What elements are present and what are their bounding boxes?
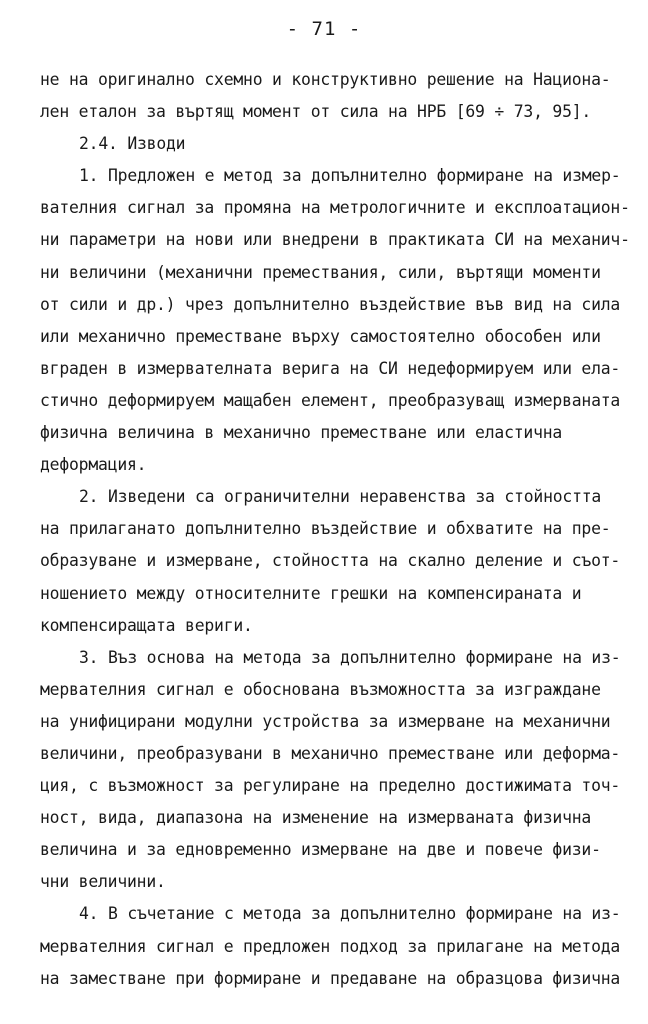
page-number: - 71 - — [286, 18, 362, 40]
text-line: мервателния сигнал е предложен подход за прилагане на метода — [40, 936, 621, 956]
text-line: на унифицирани модулни устройства за измерване на механични — [40, 711, 611, 731]
text-line: величини, преобразувани в механично преместване или деформа- — [40, 743, 621, 763]
text-line: стично деформируем мащабен елемент, преобразуващ измерваната — [40, 390, 621, 410]
text-line: ност, вида, диапазона на изменение на измерваната физична — [40, 808, 592, 828]
text-line: мервателния сигнал е обоснована възможността за изграждане — [40, 679, 601, 699]
text-line: 2.4. Изводи — [79, 134, 186, 154]
text-line: от сили и др.) чрез допълнително въздействие във вид на сила — [40, 294, 621, 314]
text-line: ция, с възможност за регулиране на пределно достижимата точ- — [40, 776, 621, 796]
text-line: на прилаганато допълнително въздействие и обхватите на пре- — [40, 519, 611, 539]
text-line: 1. Предложен е метод за допълнително формиране на измер- — [79, 166, 621, 186]
text-line: вателния сигнал за промяна на метрологичните и експлоатацион- — [40, 198, 630, 218]
text-line: ношението между относителните грешки на компенсираната и — [40, 583, 582, 603]
text-line: или механично преместване върху самостоятелно обособен или — [40, 326, 601, 346]
text-line: 4. В съчетание с метода за допълнително формиране на из- — [79, 904, 621, 924]
text-line: ни параметри на нови или внедрени в практиката СИ на механич- — [40, 230, 630, 250]
text-line: на заместване при формиране и предаване на образцова физична — [40, 968, 621, 988]
text-line: не на оригинално схемно и конструктивно решение на Национа- — [40, 70, 611, 89]
text-line: лен еталон за въртящ момент от сила на НРБ [69 ÷ 73, 95]. — [40, 102, 592, 122]
text-line: чни величини. — [40, 872, 166, 892]
text-line: 2. Изведени са ограничителни неравенства за стойността — [79, 487, 602, 507]
text-line: 3. Въз основа на метода за допълнително формиране на из- — [79, 647, 621, 667]
text-line: ни величини (механични премествания, сили, въртящи моменти — [40, 262, 601, 282]
text-line: компенсиращата вериги. — [40, 615, 253, 635]
body-text — [40, 64, 630, 995]
text-line: физична величина в механично преместване или еластична — [40, 423, 563, 443]
text-line: образуване и измерване, стойността на скално деление и съот- — [40, 551, 621, 571]
text-line: величина и за едновременно измерване на две и повече физи- — [40, 840, 601, 860]
text-line: вграден в измервателната верига на СИ недеформируем или ела- — [40, 358, 621, 378]
text-line: деформация. — [40, 455, 147, 475]
